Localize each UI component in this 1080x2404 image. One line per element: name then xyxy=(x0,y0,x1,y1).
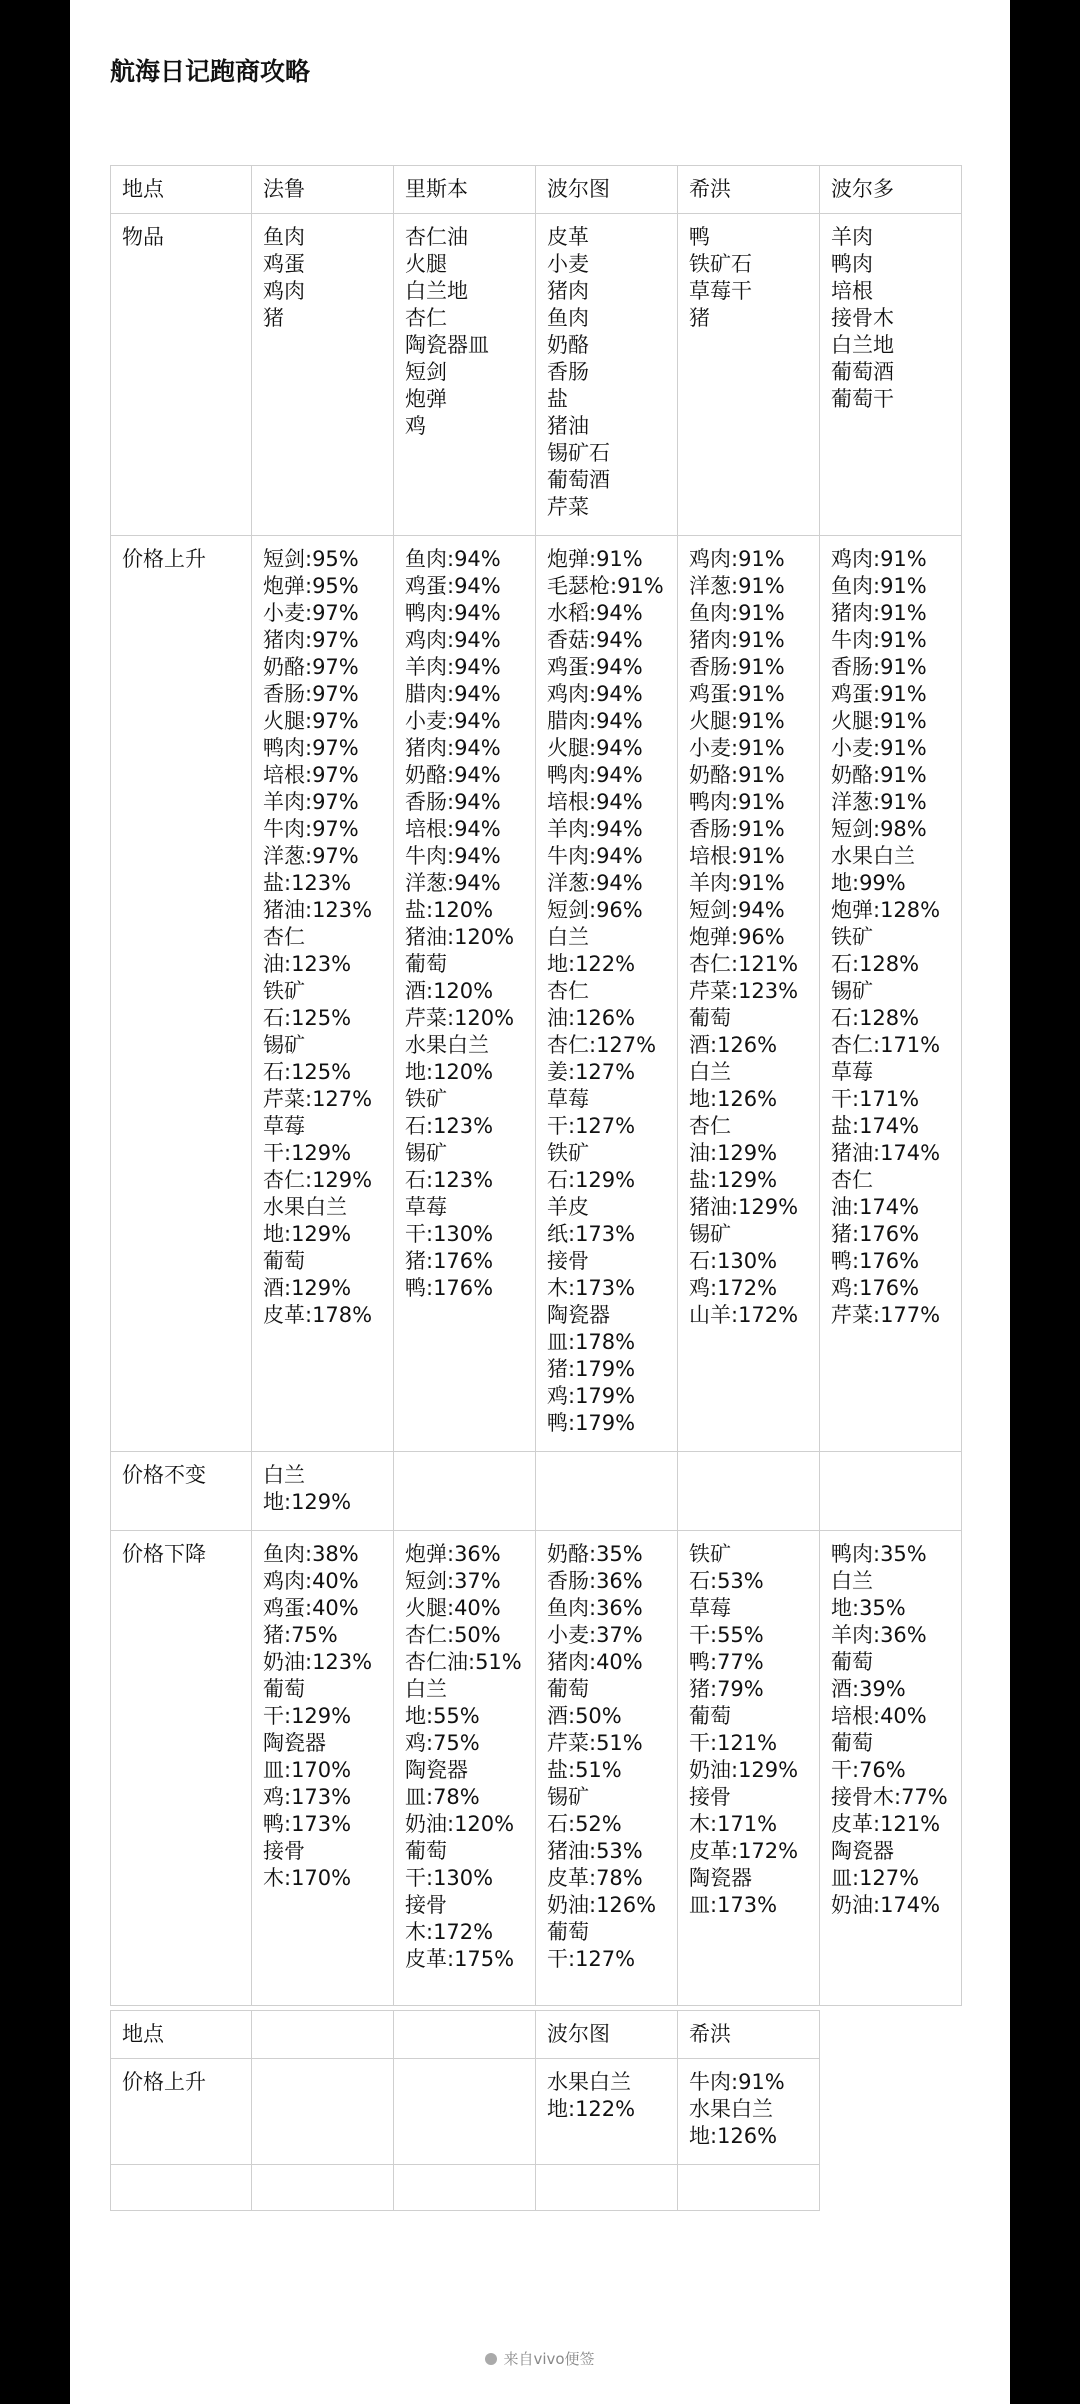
trade-table xyxy=(110,165,962,2006)
table-cell xyxy=(394,2165,536,2211)
note-page xyxy=(70,0,1010,2404)
table-row-price-up xyxy=(111,536,962,1452)
table-cell: 皮革 小麦 猪肉 鱼肉 奶酪 香肠 盐 猪油 锡矿石 葡萄酒 芹菜 xyxy=(536,214,678,536)
table-row-empty xyxy=(111,2165,820,2211)
table-cell: 水果白兰 地:122% xyxy=(536,2059,678,2165)
table-row-items xyxy=(111,214,962,536)
table-cell xyxy=(820,1452,962,1531)
table-cell: 铁矿 石:53% 草莓 干:55% 鸭:77% 猪:79% 葡萄 干:121% 奶油:129% 接骨 木:171% 皮革:172% 陶瓷器 皿:173% xyxy=(678,1531,820,2006)
row-label: 价格不变 xyxy=(111,1452,252,1531)
table-cell xyxy=(252,2059,394,2165)
table-cell xyxy=(536,1452,678,1531)
table-cell xyxy=(252,2165,394,2211)
table-cell: 牛肉:91% 水果白兰 地:126% xyxy=(678,2059,820,2165)
table-row-price-down xyxy=(111,1531,962,2006)
table-cell: 杏仁油 火腿 白兰地 杏仁 陶瓷器皿 短剑 炮弹 鸡 xyxy=(394,214,536,536)
row-label: 价格上升 xyxy=(111,2059,252,2165)
row-label: 价格下降 xyxy=(111,1531,252,2006)
table-cell: 白兰 地:129% xyxy=(252,1452,394,1531)
trade-table-extra xyxy=(110,2010,820,2211)
row-label: 价格上升 xyxy=(111,536,252,1452)
row-label xyxy=(111,2165,252,2211)
table-cell xyxy=(678,2165,820,2211)
header-cell xyxy=(252,2011,394,2059)
vivo-notes-icon xyxy=(485,2353,497,2365)
table-cell: 鱼肉:38% 鸡肉:40% 鸡蛋:40% 猪:75% 奶油:123% 葡萄 干:129% 陶瓷器 皿:170% 鸡:173% 鸭:173% 接骨 木:170% xyxy=(252,1531,394,2006)
header-cell: 波尔图 xyxy=(536,166,678,214)
header-cell: 法鲁 xyxy=(252,166,394,214)
header-cell xyxy=(394,2011,536,2059)
table-cell: 鸭肉:35% 白兰 地:35% 羊肉:36% 葡萄 酒:39% 培根:40% 葡萄 干:76% 接骨木:77% 皮革:121% 陶瓷器 皿:127% 奶油:174% xyxy=(820,1531,962,2006)
table-cell xyxy=(394,1452,536,1531)
footer-text: 来自vivo便签 xyxy=(503,2350,595,2368)
table-cell: 鸡肉:91% 洋葱:91% 鱼肉:91% 猪肉:91% 香肠:91% 鸡蛋:91% 火腿:91% 小麦:91% 奶酪:91% 鸭肉:91% 香肠:91% 培根:91% 羊肉:91% 短剑:94% 炮弹:96% 杏仁:121% 芹菜:123% 葡萄 酒:126% 白兰 地:126% 杏仁 油:129% 盐:129% 猪油:129% 锡矿 石:130% 鸡:172% 山羊:172% xyxy=(678,536,820,1452)
row-label: 物品 xyxy=(111,214,252,536)
table-cell: 炮弹:91% 毛瑟枪:91% 水稻:94% 香菇:94% 鸡蛋:94% 鸡肉:94% 腊肉:94% 火腿:94% 鸭肉:94% 培根:94% 羊肉:94% 牛肉:94% 洋葱:94% 短剑:96% 白兰 地:122% 杏仁 油:126% 杏仁:127% 姜:127% 草莓 干:127% 铁矿 石:129% 羊皮 纸:173% 接骨 木:173% 陶瓷器 皿:178% 猪:179% 鸡:179% 鸭:179% xyxy=(536,536,678,1452)
header-cell: 里斯本 xyxy=(394,166,536,214)
table-cell: 鸭 铁矿石 草莓干 猪 xyxy=(678,214,820,536)
header-cell: 希洪 xyxy=(678,166,820,214)
header-cell: 波尔图 xyxy=(536,2011,678,2059)
table-cell: 短剑:95% 炮弹:95% 小麦:97% 猪肉:97% 奶酪:97% 香肠:97% 火腿:97% 鸭肉:97% 培根:97% 羊肉:97% 牛肉:97% 洋葱:97% 盐:123% 猪油:123% 杏仁 油:123% 铁矿 石:125% 锡矿 石:125% 芹菜:127% 草莓 干:129% 杏仁:129% 水果白兰 地:129% 葡萄 酒:129% 皮革:178% xyxy=(252,536,394,1452)
table-header-row xyxy=(111,166,962,214)
table-cell xyxy=(394,2059,536,2165)
header-cell: 波尔多 xyxy=(820,166,962,214)
header-cell: 希洪 xyxy=(678,2011,820,2059)
table-cell: 奶酪:35% 香肠:36% 鱼肉:36% 小麦:37% 猪肉:40% 葡萄 酒:50% 芹菜:51% 盐:51% 锡矿 石:52% 猪油:53% 皮革:78% 奶油:126% 葡萄 干:127% xyxy=(536,1531,678,2006)
header-cell: 地点 xyxy=(111,2011,252,2059)
table-cell: 鱼肉:94% 鸡蛋:94% 鸭肉:94% 鸡肉:94% 羊肉:94% 腊肉:94% 小麦:94% 猪肉:94% 奶酪:94% 香肠:94% 培根:94% 牛肉:94% 洋葱:94% 盐:120% 猪油:120% 葡萄 酒:120% 芹菜:120% 水果白兰 地:120% 铁矿 石:123% 锡矿 石:123% 草莓 干:130% 猪:176% 鸭:176% xyxy=(394,536,536,1452)
table-cell: 羊肉 鸭肉 培根 接骨木 白兰地 葡萄酒 葡萄干 xyxy=(820,214,962,536)
note-title: 航海日记跑商攻略 xyxy=(110,57,311,86)
table-cell: 鸡肉:91% 鱼肉:91% 猪肉:91% 牛肉:91% 香肠:91% 鸡蛋:91% 火腿:91% 小麦:91% 奶酪:91% 洋葱:91% 短剑:98% 水果白兰 地:99% 炮弹:128% 铁矿 石:128% 锡矿 石:128% 杏仁:171% 草莓 干:171% 盐:174% 猪油:174% 杏仁 油:174% 猪:176% 鸭:176% 鸡:176% 芹菜:177% xyxy=(820,536,962,1452)
table-cell: 炮弹:36% 短剑:37% 火腿:40% 杏仁:50% 杏仁油:51% 白兰 地:55% 鸡:75% 陶瓷器 皿:78% 奶油:120% 葡萄 干:130% 接骨 木:172% 皮革:175% xyxy=(394,1531,536,2006)
table-row-price-unchanged xyxy=(111,1452,962,1531)
table-header-row xyxy=(111,2011,820,2059)
table-cell: 鱼肉 鸡蛋 鸡肉 猪 xyxy=(252,214,394,536)
footer-source xyxy=(70,2348,1010,2369)
table-cell xyxy=(536,2165,678,2211)
table-row-price-up xyxy=(111,2059,820,2165)
header-cell: 地点 xyxy=(111,166,252,214)
table-cell xyxy=(678,1452,820,1531)
